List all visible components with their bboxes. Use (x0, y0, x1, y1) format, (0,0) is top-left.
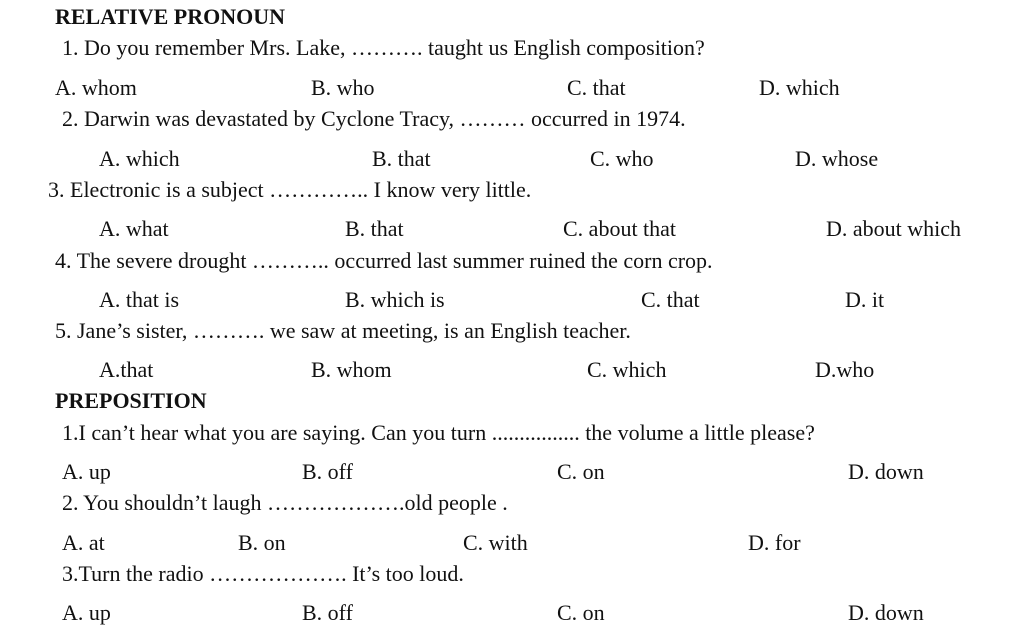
option-a: A. what (99, 216, 169, 241)
option-d: D.who (815, 357, 875, 382)
option-d: D. down (848, 600, 924, 625)
option-d: D. whose (795, 146, 879, 171)
option-d: D. it (845, 287, 885, 312)
option-d: D. which (759, 75, 840, 100)
option-c: C. that (567, 75, 626, 100)
option-d: D. for (748, 530, 801, 555)
option-b: B. which is (345, 287, 445, 312)
option-b: B. whom (311, 357, 392, 382)
question-text: 2. You shouldn’t laugh ……………….old people . (62, 490, 508, 515)
option-c: C. that (641, 287, 700, 312)
question-text: 1.I can’t hear what you are saying. Can you turn ................ the volume a little please? (62, 420, 815, 445)
section-heading-relative-pronoun: RELATIVE PRONOUN (55, 4, 286, 29)
option-c: C. who (590, 146, 654, 171)
option-b: B. that (372, 146, 431, 171)
question-text: 2. Darwin was devastated by Cyclone Tracy, ……… occurred in 1974. (62, 106, 686, 131)
option-c: C. on (557, 600, 605, 625)
option-a: A.that (99, 357, 154, 382)
option-b: B. off (302, 600, 353, 625)
option-a: A. that is (99, 287, 180, 312)
option-d: D. down (848, 459, 924, 484)
question-text: 4. The severe drought ……….. occurred last summer ruined the corn crop. (55, 248, 713, 273)
option-b: B. that (345, 216, 404, 241)
option-c: C. with (463, 530, 528, 555)
question-text: 3. Electronic is a subject ………….. I know very little. (48, 177, 532, 202)
option-a: A. at (62, 530, 105, 555)
section-heading-preposition: PREPOSITION (55, 388, 207, 413)
question-text: 3.Turn the radio ………………. It’s too loud. (62, 561, 464, 586)
option-b: B. on (238, 530, 286, 555)
option-b: B. off (302, 459, 353, 484)
option-a: A. which (99, 146, 180, 171)
option-a: A. up (62, 600, 111, 625)
question-text: 1. Do you remember Mrs. Lake, ………. taught us English composition? (62, 35, 705, 60)
option-a: A. whom (55, 75, 137, 100)
option-a: A. up (62, 459, 111, 484)
question-text: 5. Jane’s sister, ………. we saw at meeting, is an English teacher. (55, 318, 631, 343)
option-b: B. who (311, 75, 375, 100)
option-c: C. about that (563, 216, 677, 241)
option-d: D. about which (826, 216, 962, 241)
option-c: C. which (587, 357, 667, 382)
option-c: C. on (557, 459, 605, 484)
